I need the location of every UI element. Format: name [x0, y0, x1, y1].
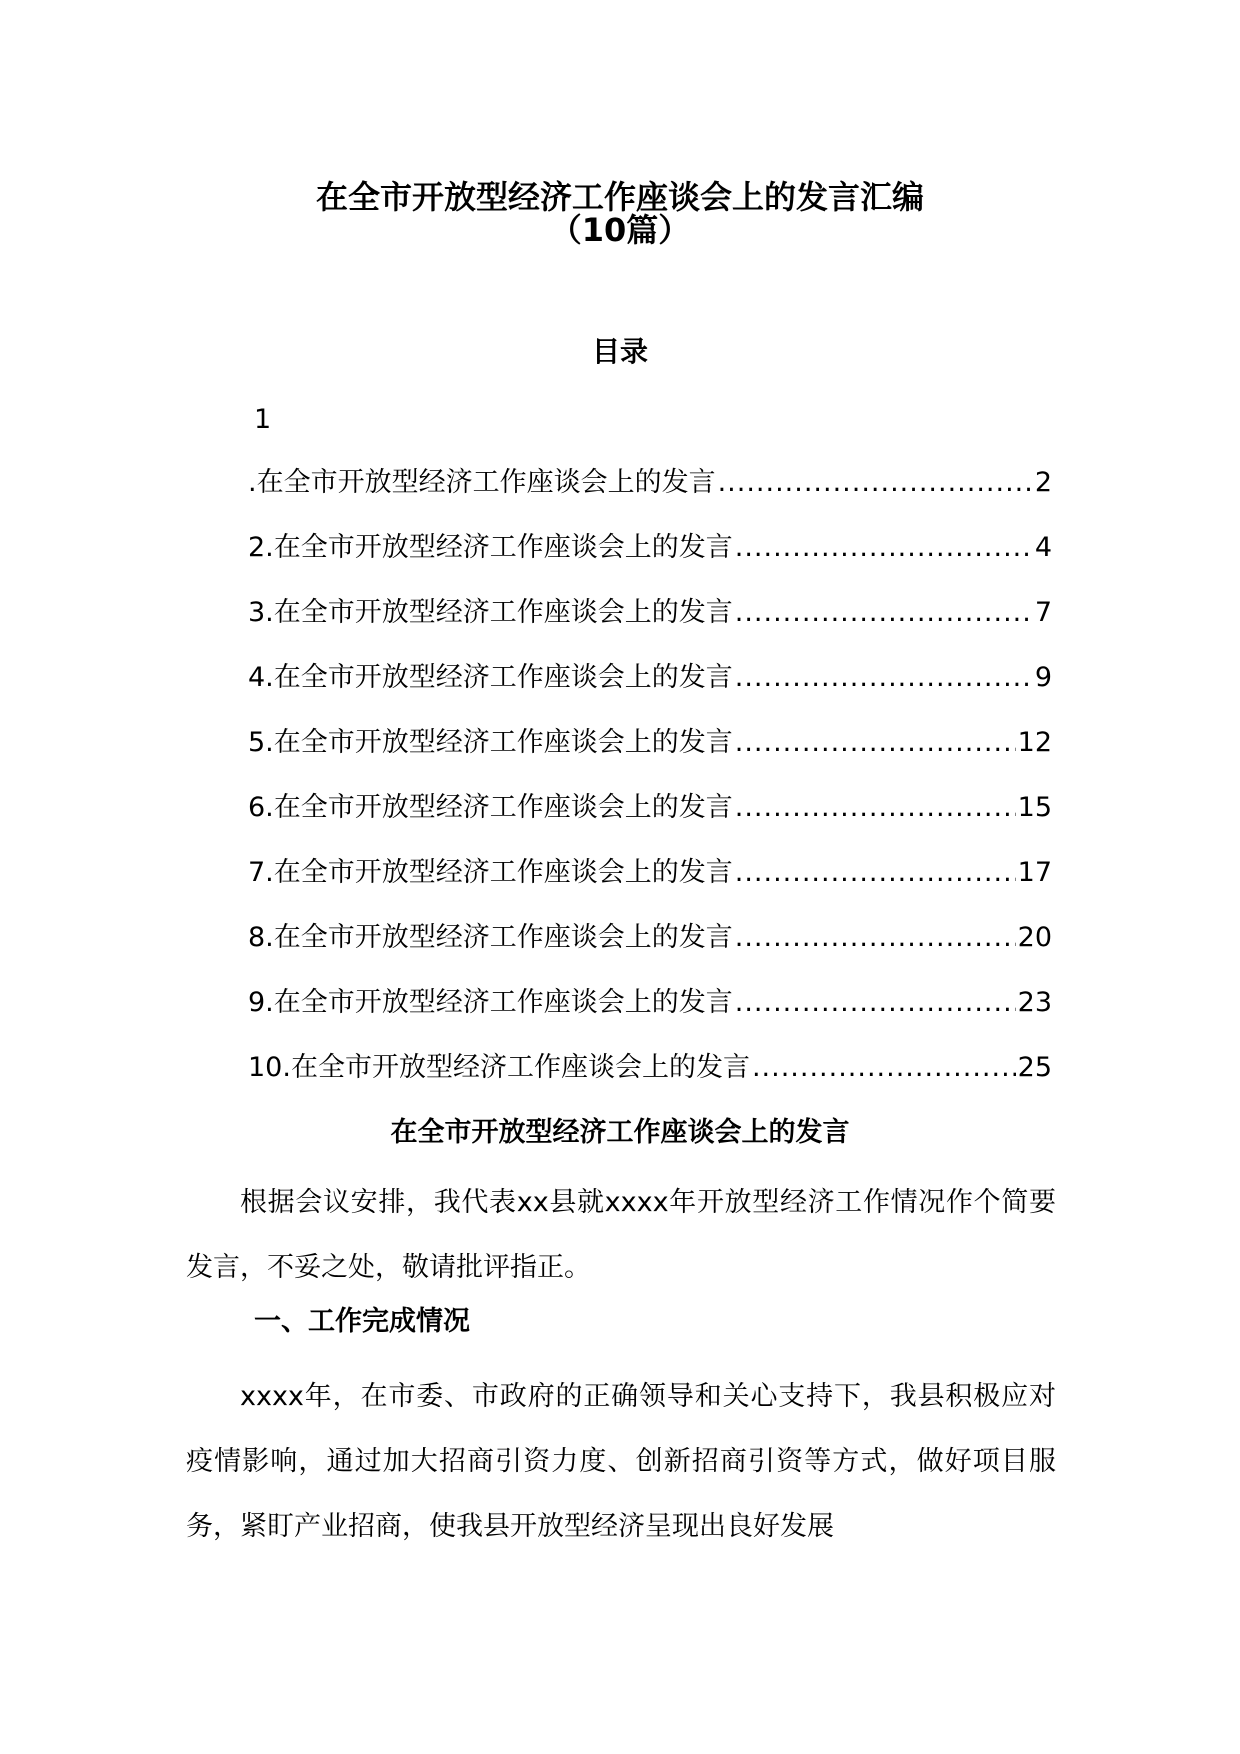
toc-item[interactable]: [248, 658, 1052, 723]
toc-leader-dots: [735, 658, 1033, 698]
toc-item[interactable]: [248, 1048, 1052, 1113]
toc-item[interactable]: [248, 788, 1052, 853]
toc-heading: 目录: [591, 335, 648, 368]
section-title: 在全市开放型经济工作座谈会上的发言: [390, 1117, 850, 1148]
toc-first-number: 1: [254, 404, 272, 435]
toc-leader-dots: [718, 463, 1033, 503]
toc-item[interactable]: [248, 463, 1052, 528]
toc-item-page: 23: [1017, 987, 1052, 1018]
document-title: 在全市开放型经济工作座谈会上的发言汇编: [315, 178, 924, 216]
toc-item-label: 6.在全市开放型经济工作座谈会上的发言: [248, 792, 733, 823]
body-paragraph: 根据会议安排，我代表xx县就xxxx年开放型经济工作情况作个简要发言，不妥之处，敬请批评指正。: [186, 1187, 1056, 1283]
toc-leader-dots: [735, 918, 1016, 958]
toc-item[interactable]: [248, 528, 1052, 593]
toc-leader-dots: [735, 593, 1033, 633]
toc-item-page: 4: [1034, 532, 1052, 563]
toc-leader-dots: [735, 853, 1016, 893]
table-of-contents: [248, 463, 1052, 1113]
document-subtitle: （10篇）: [549, 211, 691, 249]
toc-item-label: 5.在全市开放型经济工作座谈会上的发言: [248, 727, 733, 758]
toc-item-label: 10.在全市开放型经济工作座谈会上的发言: [248, 1052, 750, 1083]
toc-item-page: 25: [1017, 1052, 1052, 1083]
toc-item-label: 3.在全市开放型经济工作座谈会上的发言: [248, 597, 733, 628]
toc-leader-dots: [735, 723, 1016, 763]
toc-item-page: 17: [1017, 857, 1052, 888]
toc-item[interactable]: [248, 723, 1052, 788]
section-heading: 一、工作完成情况: [254, 1306, 470, 1337]
toc-item-label: .在全市开放型经济工作座谈会上的发言: [248, 467, 716, 498]
toc-item-page: 15: [1017, 792, 1052, 823]
toc-item-page: 9: [1034, 662, 1052, 693]
toc-item[interactable]: [248, 593, 1052, 658]
toc-item[interactable]: [248, 853, 1052, 918]
body-paragraph: xxxx年，在市委、市政府的正确领导和关心支持下，我县积极应对疫情影响，通过加大招商引资力度、创新招商引资等方式，做好项目服务，紧盯产业招商，使我县开放型经济呈现出良好发展: [186, 1381, 1056, 1542]
toc-item-page: 7: [1034, 597, 1052, 628]
toc-item-label: 2.在全市开放型经济工作座谈会上的发言: [248, 532, 733, 563]
toc-leader-dots: [735, 788, 1016, 828]
toc-leader-dots: [752, 1048, 1016, 1088]
toc-item[interactable]: [248, 918, 1052, 983]
toc-leader-dots: [735, 528, 1033, 568]
toc-item-label: 8.在全市开放型经济工作座谈会上的发言: [248, 922, 733, 953]
toc-item-page: 2: [1034, 467, 1052, 498]
toc-item-label: 7.在全市开放型经济工作座谈会上的发言: [248, 857, 733, 888]
toc-item-label: 9.在全市开放型经济工作座谈会上的发言: [248, 987, 733, 1018]
toc-item[interactable]: [248, 983, 1052, 1048]
toc-item-page: 12: [1017, 727, 1052, 758]
toc-item-page: 20: [1017, 922, 1052, 953]
toc-item-label: 4.在全市开放型经济工作座谈会上的发言: [248, 662, 733, 693]
toc-leader-dots: [735, 983, 1016, 1023]
